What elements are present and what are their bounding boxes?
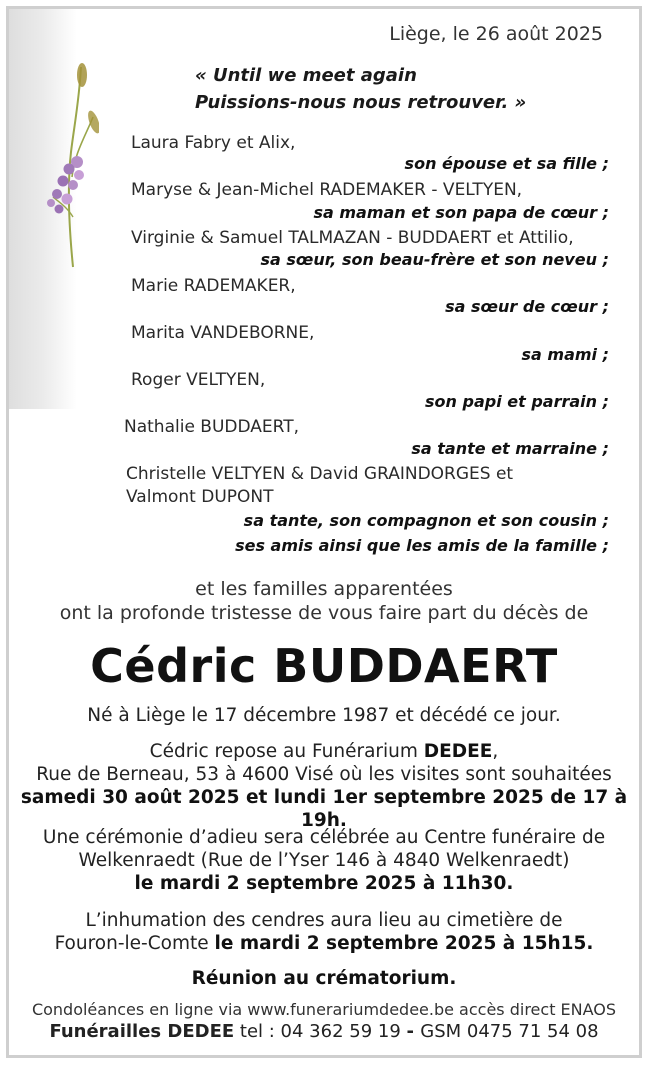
intro-text <box>9 577 639 625</box>
quote <box>195 62 526 116</box>
friends-line: ses amis ainsi que les amis de la famille ; <box>235 536 609 555</box>
company-name: Funérailles DEDEE <box>49 1021 235 1042</box>
reunion-line: Réunion au crématorium. <box>191 968 457 989</box>
gsm-number: GSM 0475 71 54 08 <box>420 1021 599 1042</box>
family-member-relation: son épouse et sa fille ; <box>404 154 609 173</box>
funeral-home-name: DEDEE <box>423 741 493 762</box>
date-line: Liège, le 26 août 2025 <box>389 23 603 45</box>
rest-line-3: samedi 30 août 2025 et lundi 1er septembre 2025 de 17 à 19h. <box>20 787 628 831</box>
family-member-name: Nathalie BUDDAERT, <box>124 417 300 437</box>
family-member-name-continued: Valmont DUPONT <box>126 487 274 507</box>
family-member-relation: son papi et parrain ; <box>425 392 609 411</box>
burial-line-1: L’inhumation des cendres aura lieu au cimetière de <box>85 910 563 931</box>
rest-line-1: Cédric repose au Funérarium DEDEE, <box>149 741 499 762</box>
family-member-relation: sa mami ; <box>521 345 609 364</box>
birth-line: Né à Liège le 17 décembre 1987 et décédé ce jour. <box>87 705 561 726</box>
family-member-name: Maryse & Jean-Michel RADEMAKER - VELTYEN, <box>131 180 523 200</box>
lavender-flower-icon <box>39 57 99 277</box>
rest-line-2: Rue de Berneau, 53 à 4600 Visé où les visites sont souhaitées <box>36 764 612 785</box>
family-member-relation: sa tante, son compagnon et son cousin ; <box>243 511 609 530</box>
ceremony-line-2: Welkenraedt (Rue de l’Yser 146 à 4840 Welkenraedt) <box>78 850 570 871</box>
obituary-card <box>6 6 642 1058</box>
family-member-name: Marita VANDEBORNE, <box>131 323 315 343</box>
contact-line: Funérailles DEDEE tel : 04 362 59 19 - GSM 0475 71 54 08 <box>49 1021 599 1042</box>
intro-line-1: et les familles apparentées <box>195 578 453 600</box>
family-member-name: Marie RADEMAKER, <box>131 276 296 296</box>
family-member-relation: sa sœur, son beau-frère et son neveu ; <box>260 250 609 269</box>
condolences-line: Condoléances en ligne via www.funerariumdedee.be accès direct ENAOS <box>31 1000 617 1019</box>
family-member-relation: sa tante et marraine ; <box>411 439 609 458</box>
family-member-name: Christelle VELTYEN & David GRAINDORGES et <box>126 464 514 484</box>
burial-paragraph <box>9 909 639 955</box>
deceased-name: Cédric BUDDAERT <box>90 639 558 693</box>
rest-paragraph <box>9 740 639 832</box>
family-member-name: Roger VELTYEN, <box>131 370 266 390</box>
ceremony-paragraph <box>9 826 639 895</box>
family-member-name: Laura Fabry et Alix, <box>131 133 296 153</box>
burial-line-2: Fouron-le-Comte le mardi 2 septembre 2025 à 15h15. <box>54 933 594 954</box>
ceremony-line-1: Une cérémonie d’adieu sera célébrée au Centre funéraire de <box>42 827 606 848</box>
family-member-relation: sa sœur de cœur ; <box>445 297 609 316</box>
quote-line-1: « Until we meet again <box>195 65 417 86</box>
family-member-name: Virginie & Samuel TALMAZAN - BUDDAERT et Attilio, <box>131 228 574 248</box>
phone-number: tel : 04 362 59 19 <box>234 1021 407 1042</box>
quote-line-2: Puissions-nous nous retrouver. » <box>195 92 527 113</box>
ceremony-line-3: le mardi 2 septembre 2025 à 11h30. <box>134 873 514 894</box>
family-member-relation: sa maman et son papa de cœur ; <box>313 203 609 222</box>
intro-line-2: ont la profonde tristesse de vous faire part du décès de <box>59 602 589 624</box>
